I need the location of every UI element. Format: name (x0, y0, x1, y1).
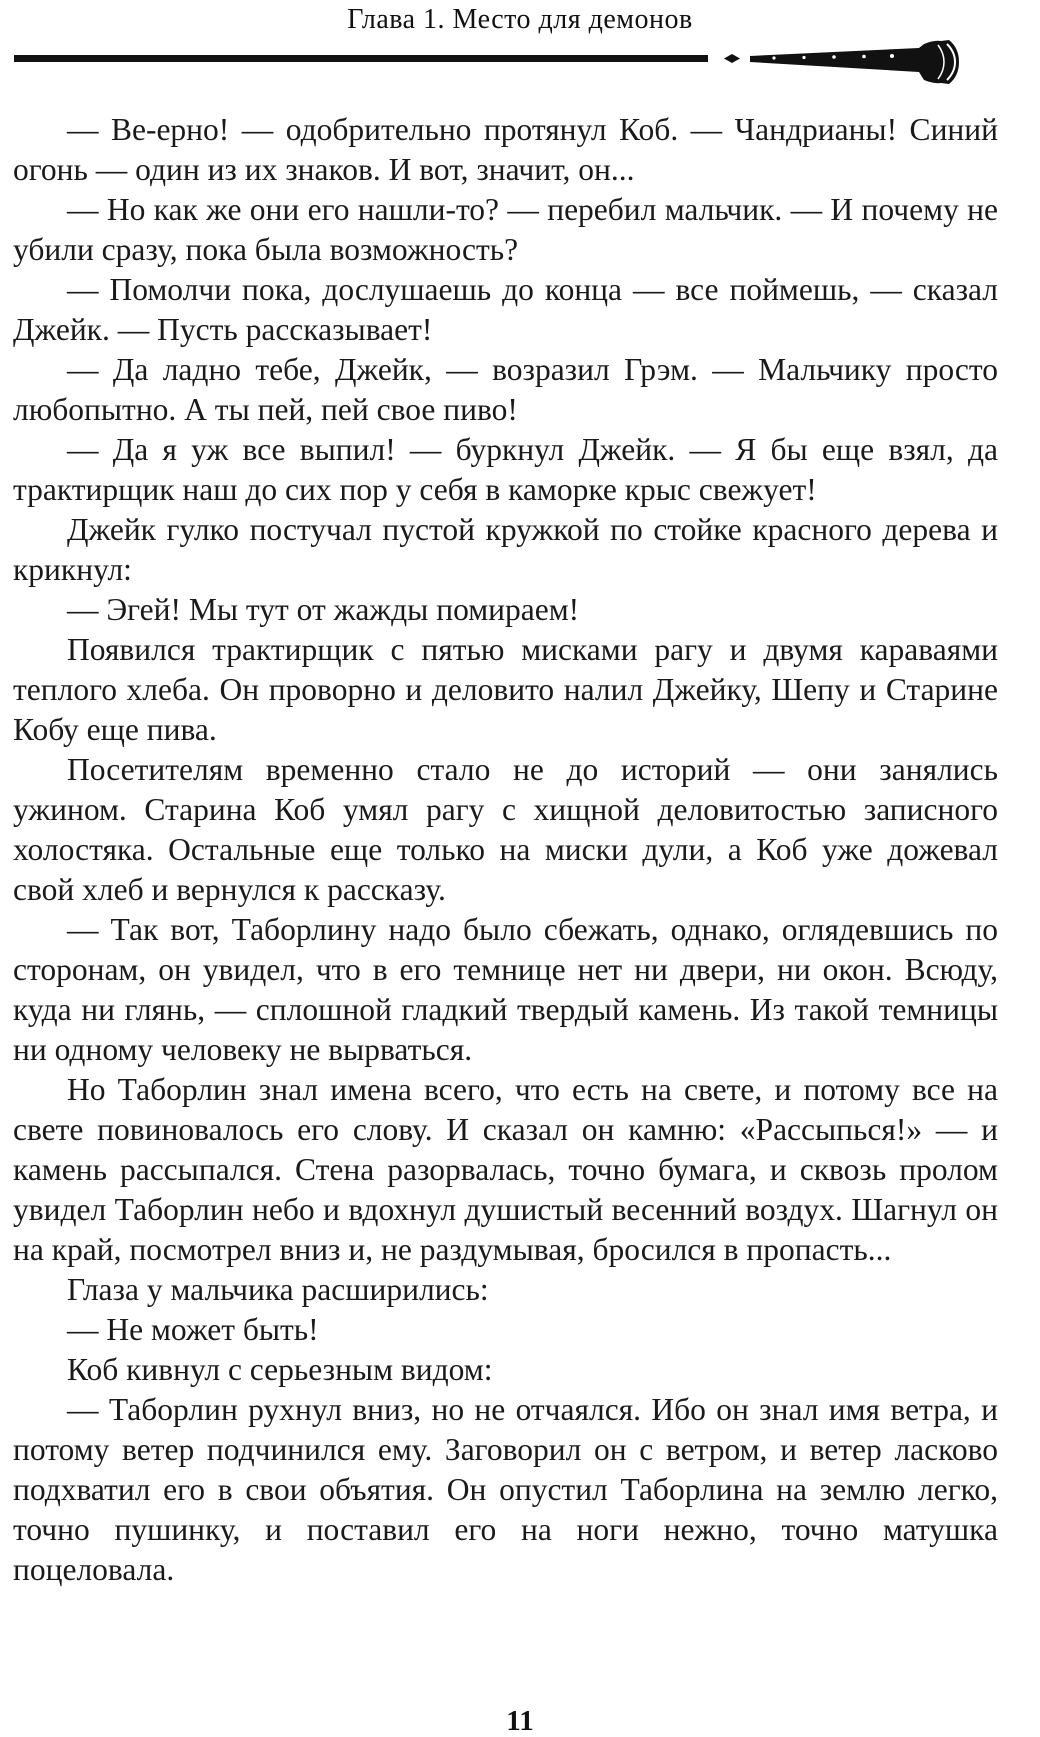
paragraph: — Помолчи пока, дослушаешь до конца — все поймешь, — сказал Джейк. — Пусть рассказывает! (13, 272, 998, 347)
paragraph: — Эгей! Мы тут от жажды помираем! (67, 592, 580, 627)
paragraph: — Да я уж все выпил! — буркнул Джейк. — Я бы еще взял, да трактирщик наш до сих пор у себя в каморке крыс свежует! (13, 432, 998, 507)
horn-icon (14, 38, 999, 88)
page-number: 11 (506, 1705, 534, 1737)
paragraph: — Да ладно тебе, Джейк, — возразил Грэм. — Мальчику просто любопытно. А ты пей, пей свое пиво! (13, 352, 998, 427)
paragraph: — Но как же они его нашли-то? — перебил мальчик. — И почему не убили сразу, пока была возможность? (13, 192, 998, 267)
paragraph: — Так вот, Таборлину надо было сбежать, однако, оглядевшись по сторонам, он увидел, что в его темнице нет ни двери, ни окон. Всюду, куда ни глянь, — сплошной гладкий твердый камень. Из такой темницы ни одному человеку не вырваться. (13, 912, 998, 1067)
paragraph: Джейк гулко постучал пустой кружкой по стойке красного дерева и крикнул: (13, 512, 998, 587)
paragraph: Появился трактирщик с пятью мисками рагу и двумя караваями теплого хлеба. Он проворно и деловито налил Джейку, Шепу и Старине Кобу еще пива. (13, 632, 998, 747)
page-header (0, 0, 1040, 80)
paragraph: Глаза у мальчика расширились: (67, 1272, 489, 1307)
paragraph: Но Таборлин знал имена всего, что есть на свете, и потому все на свете повиновалось его слову. И сказал он камню: «Рассыпься!» — и камень рассыпался. Стена разорвалась, точно бумага, и сквозь пролом увидел Таборлин небо и вдохнул душистый весенний воздух. Шагнул он на край, посмотрел вниз и, не раздумывая, бросился в пропасть... (13, 1072, 998, 1267)
book-text (13, 110, 998, 1590)
paragraph: — Не может быть! (67, 1312, 319, 1347)
chapter-title: Глава 1. Место для демонов (347, 4, 693, 35)
paragraph: Коб кивнул с серьезным видом: (67, 1352, 493, 1387)
paragraph: Посетителям временно стало не до историй — они занялись ужином. Старина Коб умял рагу с хищной деловитостью записного холостяка. Остальные еще только на миски дули, а Коб уже дожевал свой хлеб и вернулся к рассказу. (13, 752, 998, 907)
paragraph: — Таборлин рухнул вниз, но не отчаялся. Ибо он знал имя ветра, и потому ветер подчинился ему. Заговорил он с ветром, и ветер ласково подхватил его в свои объятия. Он опустил Таборлина на землю легко, точно пушинку, и поставил его на ноги нежно, точно матушка поцеловала. (13, 1392, 998, 1587)
paragraph: — Ве-ерно! — одобрительно протянул Коб. — Чандрианы! Синий огонь — один из их знаков. И вот, значит, он... (13, 112, 998, 187)
